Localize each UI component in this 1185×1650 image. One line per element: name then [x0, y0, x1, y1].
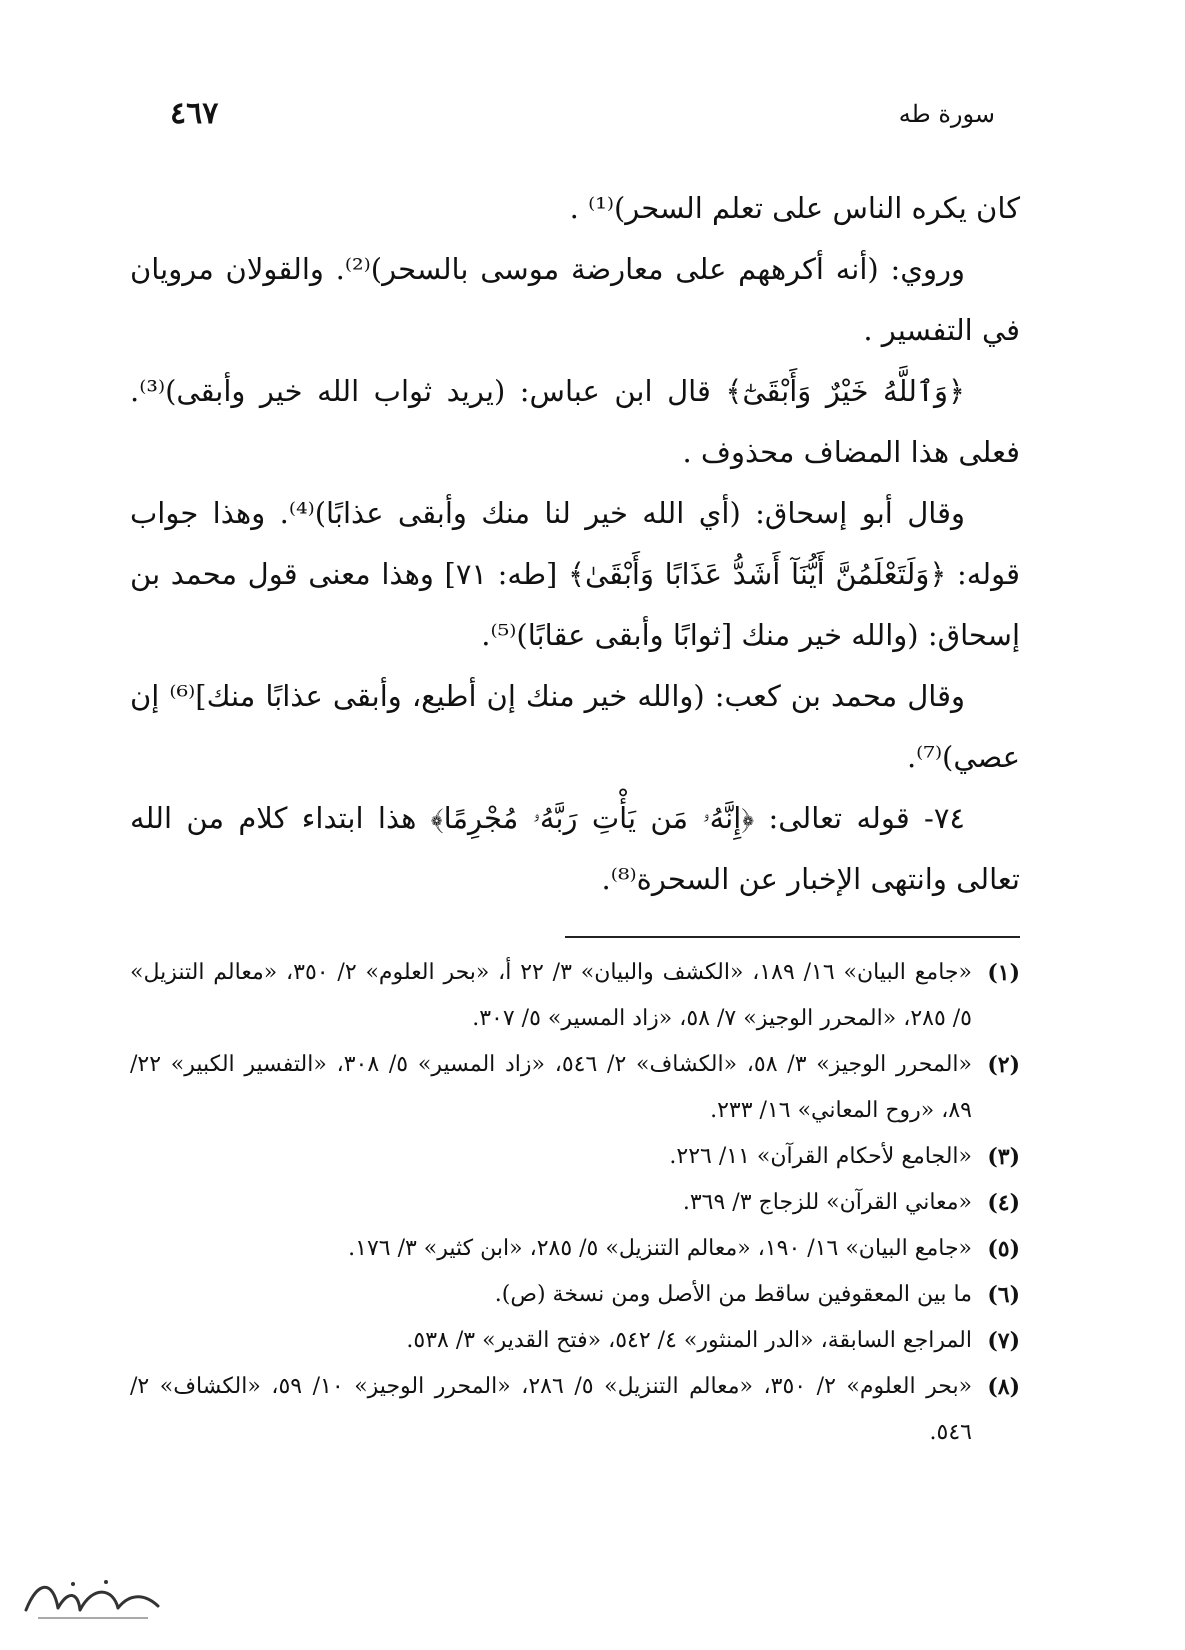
footnote	[130, 1134, 1020, 1180]
footnote-text: «بحر العلوم» ٢/ ٣٥٠، «معالم التنزيل» ٥/ ٢٨٦، «المحرر الوجيز» ١٠/ ٥٩، «الكشاف» ٢/ ٥٤٦.	[130, 1374, 973, 1445]
footnote-text: «المحرر الوجيز» ٣/ ٥٨، «الكشاف» ٢/ ٥٤٦، «زاد المسير» ٥/ ٣٠٨، «التفسير الكبير» ٢٢/ ٨٩، «روح المعاني» ١٦/ ٢٣٣.	[130, 1052, 972, 1123]
footnote-number: (٥)	[987, 1236, 1020, 1262]
footnote-text: «الجامع لأحكام القرآن» ١١/ ٢٢٦.	[669, 1144, 972, 1169]
footnote-number: (٦)	[987, 1282, 1020, 1308]
footnote-number: (٤)	[987, 1190, 1020, 1216]
paragraph: ٧٤- قوله تعالى: ﴿إِنَّهُۥ مَن يَأْتِ رَبَّهُۥ مُجْرِمًا﴾ هذا ابتداء كلام من الله تعالى وانتهى الإخبار عن السحرة⁽⁸⁾.	[130, 801, 1020, 896]
footnote	[130, 1272, 1020, 1318]
footnote-number: (٧)	[987, 1328, 1020, 1354]
footnote-number: (٨)	[987, 1374, 1020, 1400]
footnote	[130, 1226, 1020, 1272]
paragraph: ﴿وَٱللَّهُ خَيْرٌ وَأَبْقَىٰٓ﴾ قال ابن عباس: (يريد ثواب الله خير وأبقى)⁽³⁾. فعلى هذا المضاف محذوف .	[130, 374, 1020, 469]
footnote-text: المراجع السابقة، «الدر المنثور» ٤/ ٥٤٢، «فتح القدير» ٣/ ٥٣٨.	[406, 1328, 972, 1353]
paragraph: وقال محمد بن كعب: (والله خير منك إن أطيع، وأبقى عذابًا منك]⁽⁶⁾ إن عصي)⁽⁷⁾.	[130, 679, 1020, 774]
main-text	[130, 178, 1020, 910]
footnote-text: «جامع البيان» ١٦/ ١٩٠، «معالم التنزيل» ٥/ ٢٨٥، «ابن كثير» ٣/ ١٧٦.	[348, 1236, 972, 1261]
footnote-number: (١)	[987, 960, 1020, 986]
publisher-logo	[18, 1570, 168, 1625]
footnote-number: (٢)	[987, 1052, 1020, 1078]
footnote	[130, 950, 1020, 1042]
footnote	[130, 1042, 1020, 1134]
footnote-text: «معاني القرآن» للزجاج ٣/ ٣٦٩.	[682, 1190, 972, 1215]
paragraph: وقال أبو إسحاق: (أي الله خير لنا منك وأبقى عذابًا)⁽⁴⁾. وهذا جواب قوله: ﴿وَلَتَعْلَمُنَّ أَيُّنَآ أَشَدُّ عَذَابًا وَأَبْقَىٰ﴾ [طه: ٧١] وهذا معنى قول محمد بن إسحاق: (والله خير منك [ثوابًا وأبقى عقابًا)⁽⁵⁾.	[130, 496, 1020, 652]
footnote	[130, 1364, 1020, 1456]
footnote-text: ما بين المعقوفين ساقط من الأصل ومن نسخة (ص).	[494, 1282, 972, 1307]
page-header	[130, 96, 995, 136]
paragraph: كان يكره الناس على تعلم السحر)⁽¹⁾ .	[569, 191, 1020, 225]
page-number: ٤٦٧	[170, 96, 219, 131]
paragraph: وروي: (أنه أكرههم على معارضة موسى بالسحر)⁽²⁾. والقولان مرويان في التفسير .	[130, 252, 1020, 347]
surah-title: سورة طه	[898, 100, 995, 128]
footnote-text: «جامع البيان» ١٦/ ١٨٩، «الكشف والبيان» ٣/ ٢٢ أ، «بحر العلوم» ٢/ ٣٥٠، «معالم التنزيل» ٥/ ٢٨٥، «المحرر الوجيز» ٧/ ٥٨، «زاد المسير» ٥/ ٣٠٧.	[130, 960, 972, 1031]
footnote	[130, 1318, 1020, 1364]
footnotes	[130, 950, 1020, 1456]
footnote-divider	[565, 936, 1020, 938]
footnote	[130, 1180, 1020, 1226]
footnote-number: (٣)	[987, 1144, 1020, 1170]
